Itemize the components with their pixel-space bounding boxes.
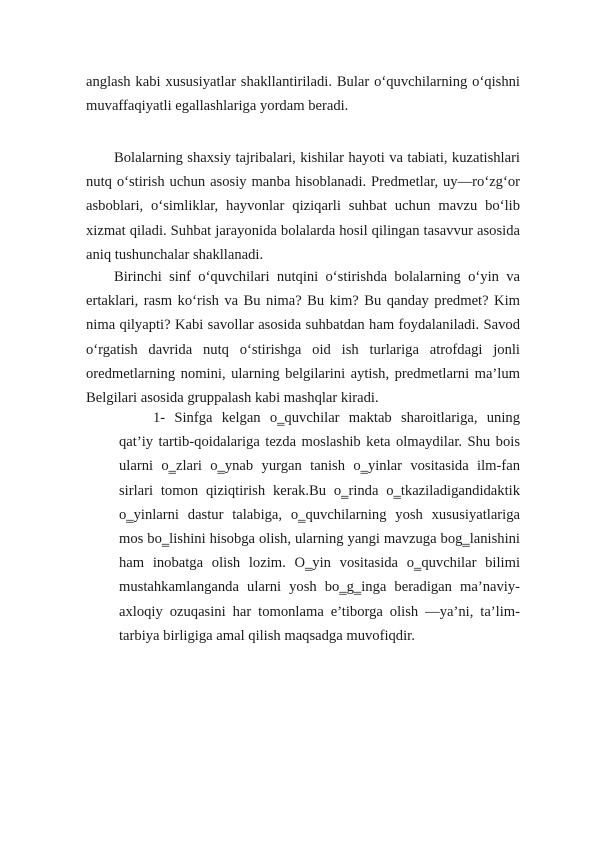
paragraph-experience-sources: Bolalarning shaxsiy tajribalari, kishilar hayoti va tabiati, kuzatishlari nutq oʻstirish uchun asosiy manba hisoblanadi. Predmetlar, uy—roʻzgʻor asboblari, oʻsimliklar, hayvonlar qiziqarli suhbat uchun mavzu boʻlib xizmat qiladi. Suhbat jarayonida bolalarda hosil qilingan tasavvur asosida aniq tushunchalar shakllanadi. — [86, 150, 520, 263]
paragraph-didactic-games: 1- Sinfga kelgan o‗quvchilar maktab sharoitlariga, uning qat’iy tartib-qoidalariga tezda moslashib keta olmaydilar. Shu bois ularni o‗zlari o‗ynab yurgan tanish o‗yinlar vositasida ilm-fan sirlari tomon qiziqtirish kerak.Bu o‗rinda o‗tkaziladigandidaktik o‗yinlarni dastur talabiga, o‗quvchilarning yosh xususiyatlariga mos bo‗lishini hisobga olish, ularning yangi mavzuga bog‗lanishini ham inobatga olish lozim. O‗yin vositasida o‗quvchilar bilimi mustahkamlanganda ularni yosh bo‗g‗inga beradigan ma’naviy-axloqiy ozuqasini har tomonlama e’tiborga olish —ya’ni, ta’lim-tarbiya birligiga amal qilish maqsadga muvofiqdir. — [119, 410, 520, 644]
paragraph-first-grade-speech: Birinchi sinf oʻquvchilari nutqini oʻstirishda bolalarning oʻyin va ertaklari, rasm koʻrish va Bu nima? Bu kim? Bu qanday predmet? Kim nima qilyapti? Kabi savollar asosida suhbatdan ham foydalaniladi. Savod oʻrgatish davrida nutq oʻstirishga oid ish turlariga atrofdagi jonli oredmetlarning nomini, ularning belgilarini aytish, predmetlarni ma’lum Belgilari asosida gruppalash kabi mashqlar kiradi. — [86, 269, 520, 407]
paragraph-continuation: anglash kabi xususiyatlar shakllantiriladi. Bular oʻquvchilarning oʻqishni muvaffaqiyatli egallashlariga yordam beradi. — [86, 74, 520, 115]
